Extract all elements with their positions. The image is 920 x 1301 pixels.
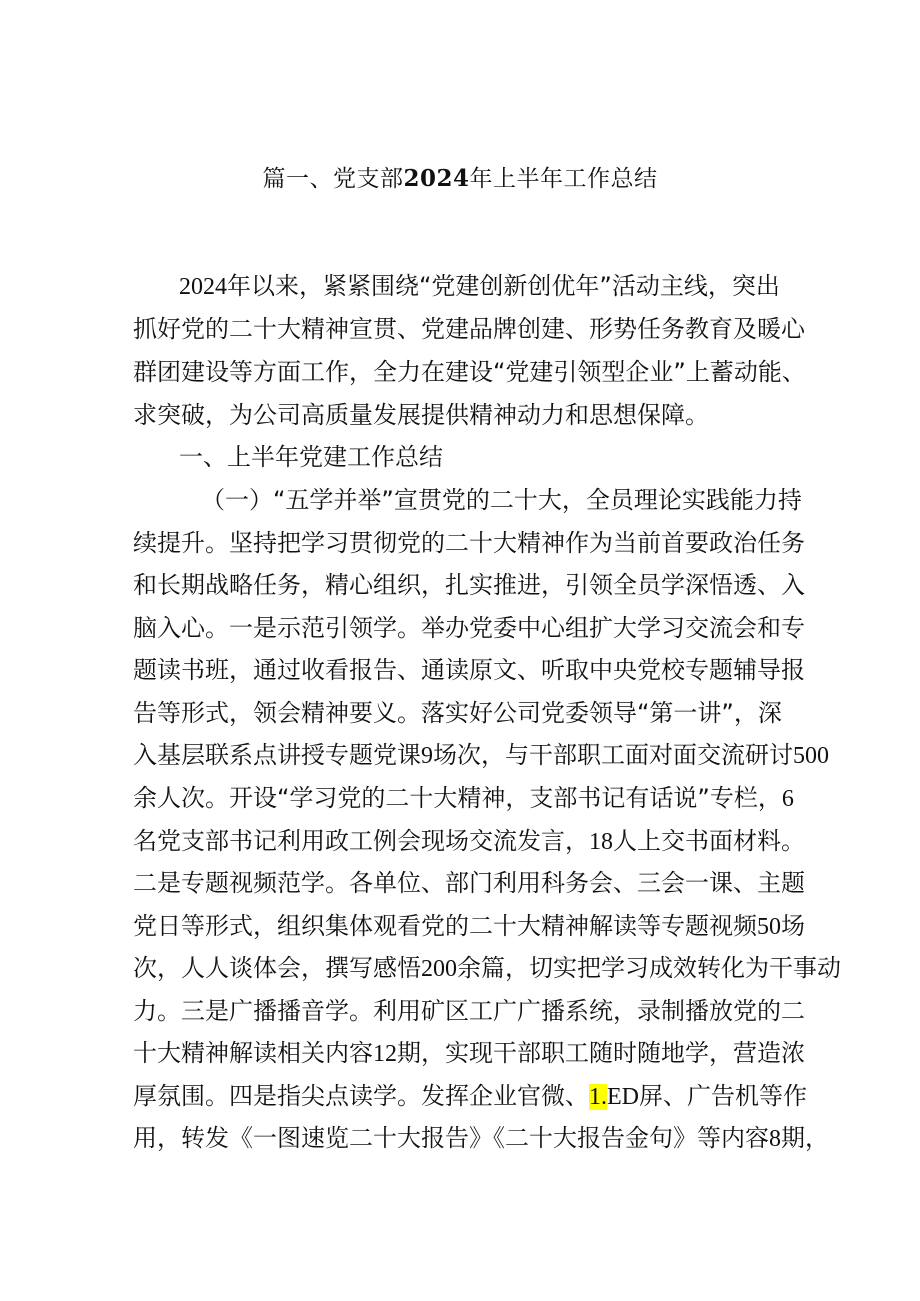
text-line: [133, 608, 805, 648]
text-segment: 场: [781, 912, 805, 940]
text-segment: 人上交书面材料。: [613, 827, 805, 855]
text-segment: 入基层联系点讲授专题党课: [133, 741, 421, 769]
text-segment: 二是专题视频范学。各单位、部门利用科务会、三会一课、主题: [133, 869, 805, 897]
title-year: 2024: [403, 165, 470, 192]
text-segment: ED: [607, 1084, 639, 1110]
text-segment: 6: [781, 786, 794, 812]
text-segment: 用，转发《一图速览二十大报告》《二十大报告金句》等内容: [133, 1124, 769, 1152]
text-segment: 余篇，切实把学习成效转化为干事动: [457, 954, 841, 982]
text-segment: 次，人人谈体会，撰写感悟: [133, 954, 421, 982]
text-segment: 一、上半年党建工作总结: [179, 443, 443, 471]
text-segment: 50: [757, 914, 781, 940]
text-segment: 题读书班，通过收看报告、通读原文、听取中央党校专题辅导报: [133, 656, 805, 684]
text-segment: 求突破，为公司高质量发展提供精神动力和思想保障。: [133, 401, 709, 429]
text-segment: 期，实现干部职工随时随地学，营造浓: [397, 1039, 805, 1067]
text-line: [133, 1118, 829, 1158]
text-segment: 十大精神解读相关内容: [133, 1039, 373, 1067]
text-segment: 8: [769, 1126, 781, 1152]
text-segment: 续提升。坚持把学习贯彻党的二十大精神作为当前首要政治任务: [133, 529, 805, 557]
highlighted-text: 1.: [589, 1084, 607, 1110]
title-suffix: 年上半年工作总结: [469, 166, 658, 192]
text-segment: 余人次。开设“学习党的二十大精神，支部书记有话说”专栏，: [133, 784, 782, 812]
text-segment: 厚氛围。四是指尖点读学。发挥企业官微、: [133, 1082, 589, 1110]
text-line: [133, 309, 805, 349]
text-segment: 脑入心。一是示范引领学。举办党委中心组扩大学习交流会和专: [133, 614, 805, 642]
text-line: [133, 991, 805, 1031]
text-line: [133, 1033, 805, 1073]
text-segment: （一）“五学并举”宣贯党的二十大，全员理论实践能力持: [201, 486, 802, 514]
text-segment: 200: [421, 956, 457, 982]
text-line: [133, 266, 793, 306]
text-segment: 和长期战略任务，精心组织，扎实推进，引领全员学深悟透、入: [133, 571, 805, 599]
text-line: [133, 778, 793, 818]
text-segment: 告等形式，领会精神要义。落实好公司党委领导“第一讲”，深: [133, 699, 782, 727]
title-prefix: 篇一、党支部: [262, 166, 404, 192]
text-line: [133, 735, 829, 775]
text-segment: 12: [373, 1041, 397, 1067]
text-segment: 9: [421, 743, 433, 769]
text-line: [133, 863, 805, 903]
text-line: [133, 395, 793, 435]
text-line: [133, 1076, 807, 1116]
text-segment: 群团建设等方面工作，全力在建设“党建引领型企业”上蓄动能、: [133, 358, 806, 386]
text-line: [133, 437, 793, 477]
text-segment: 力。三是广播播音学。利用矿区工广广播系统，录制播放党的二: [133, 997, 805, 1025]
text-segment: 期，: [781, 1124, 829, 1152]
text-segment: 年以来，紧紧围绕“党建创新创优年”活动主线，突出: [227, 272, 780, 300]
text-line: [133, 565, 805, 605]
text-segment: 2024: [179, 274, 227, 300]
text-segment: 500: [793, 743, 829, 769]
text-segment: 场次，与干部职工面对面交流研讨: [433, 741, 793, 769]
document-title: [0, 163, 920, 195]
text-line: [133, 650, 805, 690]
text-line: [133, 523, 805, 563]
text-line: [133, 906, 805, 946]
text-line: [133, 693, 793, 733]
text-segment: 党日等形式，组织集体观看党的二十大精神解读等专题视频: [133, 912, 757, 940]
text-segment: 抓好党的二十大精神宣贯、党建品牌创建、形势任务教育及暖心: [133, 315, 805, 343]
text-line: [133, 948, 841, 988]
text-line: [133, 480, 802, 520]
text-segment: 18: [589, 829, 613, 855]
text-segment: 名党支部书记利用政工例会现场交流发言，: [133, 827, 589, 855]
text-line: [133, 821, 805, 861]
text-segment: 屏、广告机等作: [639, 1082, 807, 1110]
text-line: [133, 352, 806, 392]
